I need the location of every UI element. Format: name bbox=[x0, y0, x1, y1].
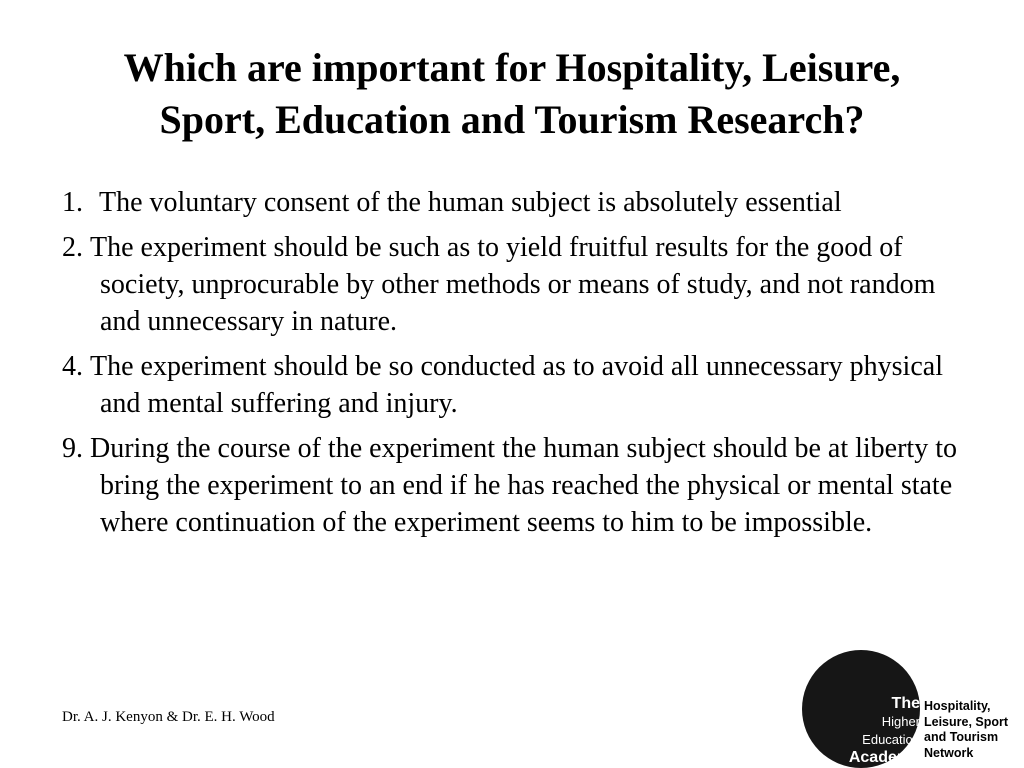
principle-item-4 bbox=[62, 348, 982, 422]
principle-number: 2. bbox=[62, 232, 83, 263]
principle-number: 4. bbox=[62, 351, 83, 382]
principle-item-9 bbox=[62, 430, 982, 541]
logo-academy-line-the: The bbox=[891, 695, 920, 712]
logo-network-line-1: Hospitality, bbox=[924, 699, 991, 713]
slide-title-line-1: Which are important for Hospitality, Leisure, bbox=[123, 45, 901, 90]
principle-text: The experiment should be so conducted as to avoid all unnecessary physical and mental suffering and injury. bbox=[90, 351, 943, 419]
logo-academy-line-academy: Academy bbox=[848, 749, 920, 766]
principle-number: 1. bbox=[62, 187, 83, 218]
logo-network-line-4: Network bbox=[924, 745, 974, 760]
logo-network-text bbox=[924, 699, 1008, 761]
logo-academy-text bbox=[849, 695, 920, 767]
logo-network-line-3: and Tourism bbox=[924, 730, 999, 744]
slide-title-line-2: Sport, Education and Tourism Research? bbox=[159, 97, 865, 142]
principle-text: The experiment should be such as to yield fruitful results for the good of society, unprocurable by other methods or means of study, and not random and unnecessary in nature. bbox=[90, 232, 936, 337]
slide-title bbox=[40, 42, 984, 146]
logo-academy-line-education: Education bbox=[862, 732, 920, 747]
logo-network-line-2: Leisure, Sport bbox=[924, 714, 1009, 729]
principle-text: During the course of the experiment the human subject should be at liberty to bring the experiment to an end if he has reached the physical or mental state where continuation of the experiment seems to him to be impossible. bbox=[90, 433, 957, 538]
academy-network-logo bbox=[802, 650, 1024, 768]
principle-item-2 bbox=[62, 229, 982, 340]
principle-number: 9. bbox=[62, 433, 83, 464]
principles-list bbox=[62, 184, 982, 549]
logo-academy-line-higher: Higher bbox=[881, 714, 920, 729]
principle-text: The voluntary consent of the human subject is absolutely essential bbox=[99, 187, 842, 218]
principle-item-1 bbox=[62, 184, 982, 221]
slide-footer-authors: Dr. A. J. Kenyon & Dr. E. H. Wood bbox=[62, 709, 275, 725]
